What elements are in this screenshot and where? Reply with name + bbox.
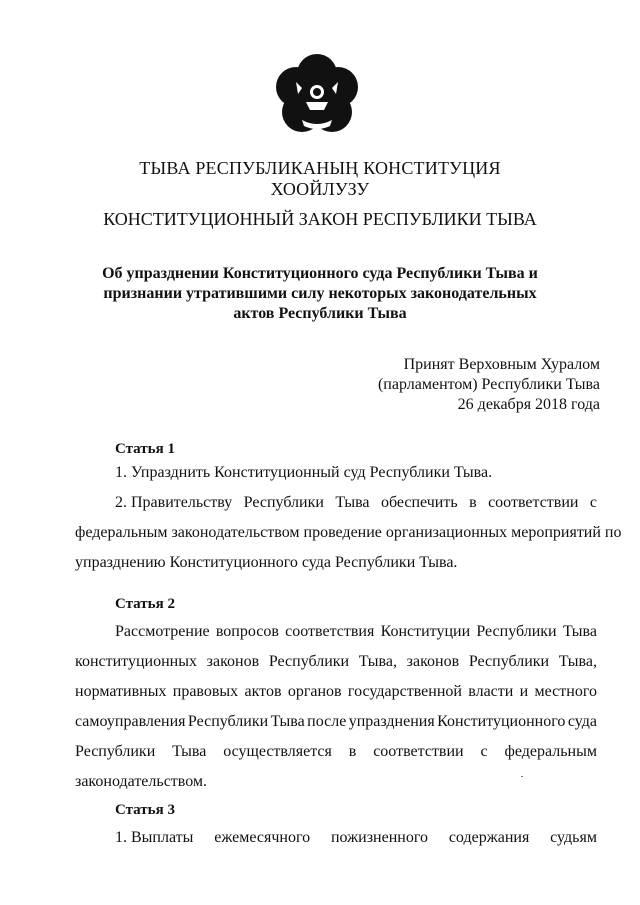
word: в: [348, 743, 357, 760]
article-3-heading: Статья 3: [115, 802, 175, 818]
word: конституционных: [75, 653, 197, 670]
word: пожизненного: [330, 829, 428, 846]
article-2-line-6: законодательством.: [75, 773, 208, 790]
document-title-tyvan: [0, 158, 640, 200]
title-line-1: ТЫВА РЕСПУБЛИКАНЫҢ КОНСТИТУЦИЯ: [139, 158, 501, 178]
word: органов: [287, 683, 342, 700]
article-1-paragraph-1: 1. Упразднить Конституционный суд Республики Тыва.: [115, 464, 493, 481]
article-1-heading: Статья 1: [115, 441, 175, 457]
word: Тыва,: [558, 653, 597, 670]
word: местного: [534, 683, 597, 700]
word: с: [589, 494, 597, 511]
article-1-paragraph-2-line-3: упразднению Конституционного суда Республики Тыва.: [75, 554, 458, 571]
word: законов: [406, 653, 460, 670]
word: Республики: [187, 713, 269, 730]
law-subject: [100, 264, 540, 324]
article-2-line-1: [75, 617, 597, 647]
subject-line-1: Об упразднении Конституционного суда Республики Тыва и: [102, 265, 538, 282]
word: федеральным: [504, 743, 597, 760]
article-2-line-2: [75, 647, 597, 677]
article-2-line-4: [75, 707, 597, 737]
word: содержания: [448, 829, 530, 846]
word: упразднения: [348, 713, 435, 730]
article-1-paragraph-2-line-2: федеральным законодательством проведение организационных мероприятий по: [75, 524, 622, 541]
word: соответствии: [488, 494, 579, 511]
word: суда: [567, 713, 597, 730]
word: 2. Правительству: [115, 494, 233, 511]
word: Республики: [243, 494, 324, 511]
word: актов: [244, 683, 282, 700]
article-1-body: [75, 458, 622, 578]
adoption-date: 26 декабря 2018 года: [457, 396, 600, 413]
word: соответствия: [285, 623, 375, 640]
word: в: [469, 494, 477, 511]
word: Республики: [468, 653, 550, 670]
word: Рассмотрение: [115, 623, 210, 640]
subject-line-2: признании утратившими силу некоторых законодательных: [103, 285, 537, 302]
word: Конституционного: [437, 713, 566, 730]
word: государственной: [347, 683, 462, 700]
word: после: [307, 713, 347, 730]
word: Республики: [75, 743, 156, 760]
word: Тыва,: [358, 653, 397, 670]
word: правовых: [172, 683, 239, 700]
article-3-body: [75, 823, 597, 853]
word: ежемесячного: [214, 829, 311, 846]
article-2-line-3: [75, 677, 597, 707]
article-2-heading: Статья 2: [115, 596, 175, 612]
article-2-line-5: [75, 737, 597, 767]
word: самоуправления: [75, 713, 186, 730]
word: Тыва: [270, 713, 305, 730]
word: Тыва: [335, 494, 370, 511]
word: вопросов: [215, 623, 279, 640]
word: законов: [206, 653, 260, 670]
word: судьям: [550, 829, 597, 846]
scan-speck: [521, 776, 523, 777]
word: 1. Выплаты: [115, 829, 194, 846]
word: Конституции: [380, 623, 471, 640]
word: Республики: [476, 623, 557, 640]
article-1-paragraph-2-line-1: [75, 488, 597, 518]
word: Тыва: [172, 743, 207, 760]
word: осуществляется: [223, 743, 332, 760]
word: власти: [468, 683, 514, 700]
coat-of-arms-emblem: [272, 52, 362, 142]
title-line-2: ХООЙЛУЗУ: [270, 179, 370, 199]
adoption-line-1: Принят Верховным Хуралом: [403, 356, 600, 373]
word: с: [480, 743, 488, 760]
word: обеспечить: [380, 494, 458, 511]
article-2-body: [75, 617, 597, 797]
word: Тыва: [562, 623, 597, 640]
document-title-russian: КОНСТИТУЦИОННЫЙ ЗАКОН РЕСПУБЛИКИ ТЫВА: [103, 209, 537, 229]
adoption-line-2: (парламентом) Республики Тыва: [377, 376, 600, 393]
word: соответствии: [373, 743, 464, 760]
word: Республики: [268, 653, 350, 670]
word: нормативных: [75, 683, 167, 700]
adoption-block: [340, 355, 600, 415]
subject-line-3: актов Республики Тыва: [233, 305, 407, 322]
word: и: [519, 683, 529, 700]
article-3-line-1: [75, 823, 597, 853]
